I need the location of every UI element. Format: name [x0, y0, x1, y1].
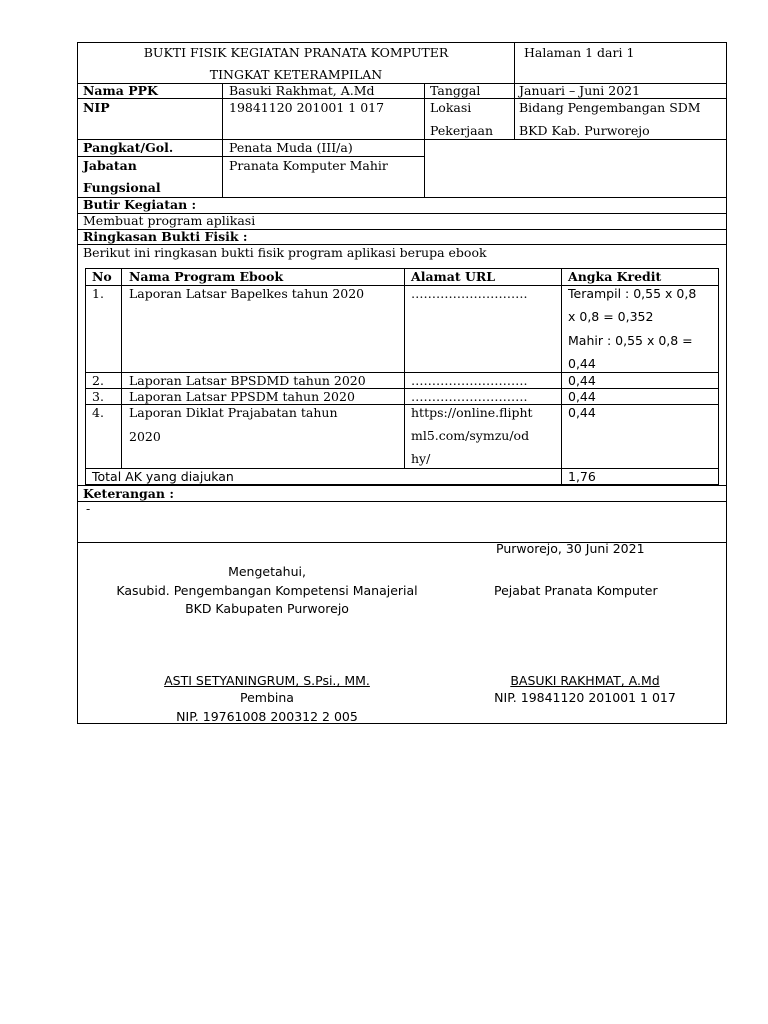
right-signer-nip: NIP. 19841120 201001 1 017 [494, 690, 676, 705]
tanggal-label: Tanggal [430, 83, 481, 98]
jabatan-value: Pranata Komputer Mahir [229, 158, 388, 173]
keterangan-label: Keterangan : [83, 486, 174, 501]
butir-kegiatan-value: Membuat program aplikasi [83, 213, 256, 228]
lokasi-label-2: Pekerjaan [430, 123, 494, 138]
mengetahui-label: Mengetahui, [228, 564, 306, 579]
row1-no: 1. [92, 286, 104, 301]
row4-url-line3: hy/ [411, 451, 431, 466]
row4-nama: Laporan Diklat Prajabatan tahun [129, 405, 338, 420]
nip-label: NIP [83, 100, 110, 115]
row1-ak-line3: Mahir : 0,55 x 0,8 = [568, 333, 693, 348]
row4-url-line2: ml5.com/symzu/od [411, 428, 530, 443]
place-date: Purworejo, 30 Juni 2021 [496, 541, 645, 556]
row1-url: ………………………. [411, 286, 528, 301]
row4-no: 4. [92, 405, 104, 420]
row3-no: 3. [92, 389, 104, 404]
col-header-url: Alamat URL [411, 269, 496, 284]
row3-nama: Laporan Latsar PPSDM tahun 2020 [129, 389, 355, 404]
row4-url-line1: https://online.flipht [411, 405, 533, 420]
row1-nama: Laporan Latsar Bapelkes tahun 2020 [129, 286, 365, 301]
pangkat-value: Penata Muda (III/a) [229, 140, 353, 155]
form-title-line1: BUKTI FISIK KEGIATAN PRANATA KOMPUTER [143, 45, 449, 60]
col-header-no: No [92, 269, 112, 284]
keterangan-value: - [86, 501, 91, 516]
left-signer-title-2: BKD Kabupaten Purworejo [185, 601, 349, 616]
ringkasan-label: Ringkasan Bukti Fisik : [83, 229, 248, 244]
left-signer-rank: Pembina [240, 690, 294, 705]
col-header-nama: Nama Program Ebook [129, 269, 284, 284]
lokasi-label: Lokasi [430, 100, 472, 115]
row1-ak-line2: x 0,8 = 0,352 [568, 309, 654, 324]
row4-nama-line2: 2020 [129, 429, 161, 444]
jabatan-label-2: Fungsional [83, 180, 161, 195]
row1-ak-line1: Terampil : 0,55 x 0,8 [568, 286, 697, 301]
right-signer-title: Pejabat Pranata Komputer [494, 583, 658, 598]
row2-ak: 0,44 [568, 373, 596, 388]
nip-value: 19841120 201001 1 017 [229, 100, 385, 115]
jabatan-label: Jabatan [83, 158, 137, 173]
total-label: Total AK yang diajukan [92, 469, 234, 484]
col-header-ak: Angka Kredit [568, 269, 662, 284]
row2-nama: Laporan Latsar BPSDMD tahun 2020 [129, 373, 366, 388]
bukti-table [85, 268, 719, 485]
nama-value: Basuki Rakhmat, A.Md [229, 83, 375, 98]
left-signer-title: Kasubid. Pengembangan Kompetensi Manajerial [116, 583, 418, 598]
row3-url: ………………………. [411, 389, 528, 404]
left-signer-nip: NIP. 19761008 200312 2 005 [176, 709, 358, 724]
tanggal-value: Januari – Juni 2021 [519, 83, 641, 98]
row4-ak: 0,44 [568, 405, 596, 420]
row2-no: 2. [92, 373, 104, 388]
row3-ak: 0,44 [568, 389, 596, 404]
ringkasan-intro: Berikut ini ringkasan bukti fisik program aplikasi berupa ebook [83, 245, 487, 260]
left-signer-name: ASTI SETYANINGRUM, S.Psi., MM. [164, 673, 370, 688]
row1-ak-line4: 0,44 [568, 356, 596, 371]
nama-label: Nama PPK [83, 83, 158, 98]
lokasi-value-2: BKD Kab. Purworejo [519, 123, 650, 138]
page-info: Halaman 1 dari 1 [524, 45, 635, 60]
butir-kegiatan-label: Butir Kegiatan : [83, 197, 197, 212]
right-signer-name: BASUKI RAKHMAT, A.Md [510, 673, 660, 688]
lokasi-value: Bidang Pengembangan SDM [519, 100, 701, 115]
document-form [77, 42, 727, 724]
total-value: 1,76 [568, 469, 596, 484]
row2-url: ………………………. [411, 373, 528, 388]
form-title-line2: TINGKAT KETERAMPILAN [209, 67, 383, 82]
pangkat-label: Pangkat/Gol. [83, 140, 174, 155]
